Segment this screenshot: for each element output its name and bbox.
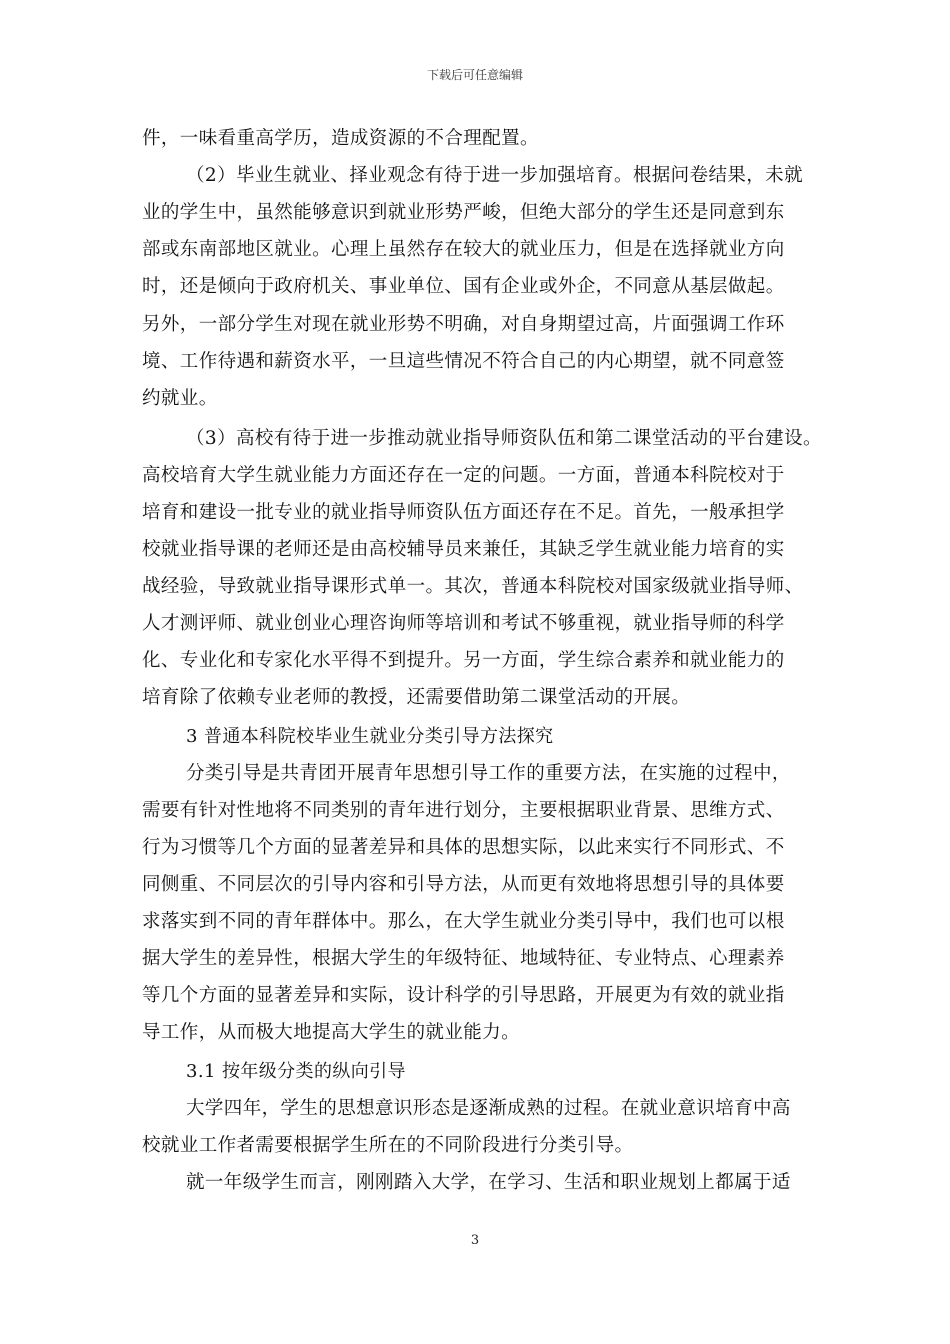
text-line: 境、工作待遇和薪资水平，一旦這些情况不符合自己的内心期望，就不同意签 bbox=[142, 351, 785, 372]
text-line: 时，还是倾向于政府机关、事业单位、国有企业或外企，不同意从基层做起。 bbox=[142, 276, 785, 297]
text-line: 校就业指导课的老师还是由高校辅导员来兼任，其缺乏学生就业能力培育的实 bbox=[142, 539, 785, 560]
text-line: 校就业工作者需要根据学生所在的不同阶段进行分类引导。 bbox=[142, 1135, 634, 1156]
text-line: 需要有针对性地将不同类别的青年进行划分，主要根据职业背景、思维方式、 bbox=[142, 800, 785, 821]
paragraph-start: 大学四年，学生的思想意识形态是逐渐成熟的过程。在就业意识培育中高 bbox=[186, 1098, 791, 1119]
text-line: 化、专业化和专家化水平得不到提升。另一方面，学生综合素养和就业能力的 bbox=[142, 650, 785, 671]
paragraph-start: （3）高校有待于进一步推动就业指导师资队伍和第二课堂活动的平台建设。 bbox=[186, 428, 822, 449]
text-line: 等几个方面的显著差异和实际，设计科学的引导思路，开展更为有效的就业指 bbox=[142, 985, 785, 1006]
text-line: 据大学生的差异性，根据大学生的年级特征、地域特征、专业特点、心理素养 bbox=[142, 948, 785, 969]
text-line: 约就业。 bbox=[142, 388, 218, 409]
paragraph-start: 分类引导是共青团开展青年思想引导工作的重要方法，在实施的过程中， bbox=[186, 763, 791, 784]
text-line: 同侧重、不同层次的引导内容和引导方法，从而更有效地将思想引导的具体要 bbox=[142, 874, 785, 895]
text-line: 求落实到不同的青年群体中。那么，在大学生就业分类引导中，我们也可以根 bbox=[142, 911, 785, 932]
text-line: 导工作，从而极大地提高大学生的就业能力。 bbox=[142, 1022, 521, 1043]
text-line: 部或东南部地区就业。心理上虽然存在较大的就业压力，但是在选择就业方向 bbox=[142, 239, 785, 260]
subsection-heading: 3.1 按年级分类的纵向引导 bbox=[186, 1061, 406, 1082]
text-line: 人才测评师、就业创业心理咨询师等培训和考试不够重视，就业指导师的科学 bbox=[142, 613, 785, 634]
text-line: 件，一味看重高学历，造成资源的不合理配置。 bbox=[142, 128, 539, 149]
section-heading: 3 普通本科院校毕业生就业分类引导方法探究 bbox=[186, 726, 554, 747]
page-number: 3 bbox=[470, 1233, 480, 1248]
page-header: 下载后可任意编辑 bbox=[426, 68, 523, 82]
text-line: 行为习惯等几个方面的显著差异和具体的思想实际，以此来实行不同形式、不 bbox=[142, 837, 785, 858]
text-line: 业的学生中，虽然能够意识到就业形势严峻，但绝大部分的学生还是同意到东 bbox=[142, 202, 785, 223]
text-line: 战经验，导致就业指导课形式单一。其次，普通本科院校对国家级就业指导师、 bbox=[142, 576, 804, 597]
paragraph-start: （2）毕业生就业、择业观念有待于进一步加强培育。根据问卷结果，未就 bbox=[186, 165, 803, 186]
text-line: 培育和建设一批专业的就业指导师资队伍方面还存在不足。首先，一般承担学 bbox=[142, 502, 785, 523]
text-line: 另外，一部分学生对现在就业形势不明确，对自身期望过高，片面强调工作环 bbox=[142, 314, 785, 335]
paragraph-start: 就一年级学生而言，刚刚踏入大学，在学习、生活和职业规划上都属于适 bbox=[186, 1172, 791, 1193]
text-line: 培育除了依赖专业老师的教授，还需要借助第二课堂活动的开展。 bbox=[142, 687, 691, 708]
text-line: 高校培育大学生就业能力方面还存在一定的问题。一方面，普通本科院校对于 bbox=[142, 465, 785, 486]
